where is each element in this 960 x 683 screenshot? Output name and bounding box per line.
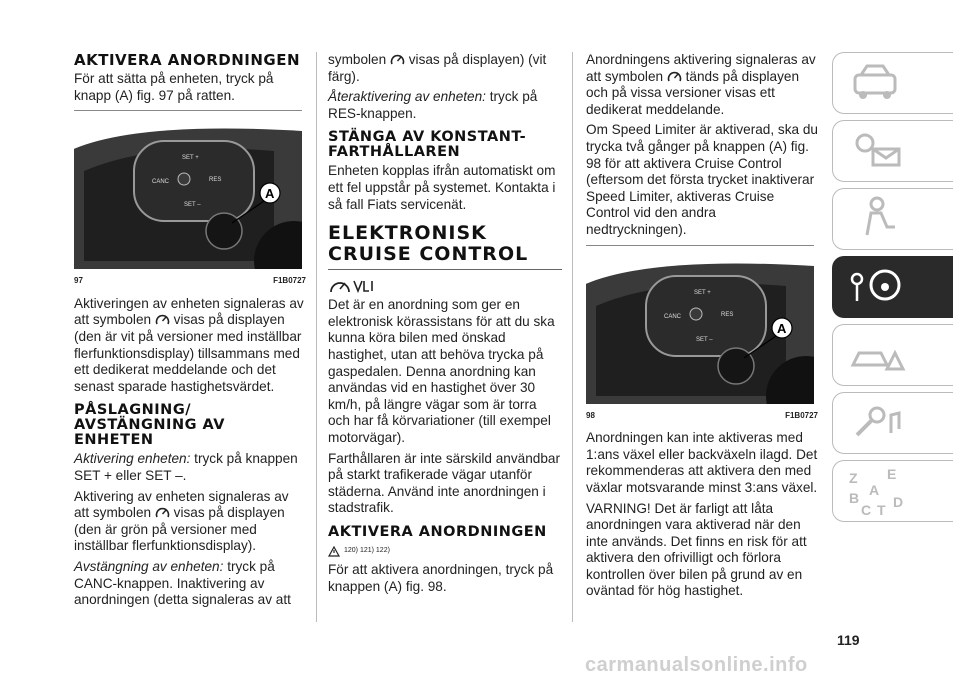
column-1 xyxy=(74,52,306,613)
set-minus-label: SET – xyxy=(696,336,713,343)
canc-label: CANC xyxy=(664,313,682,320)
watermark: carmanualsonline.info xyxy=(585,654,808,676)
seat-person-icon xyxy=(847,195,907,241)
svg-text:T: T xyxy=(877,502,886,517)
svg-text:D: D xyxy=(893,494,904,510)
label-a: A xyxy=(777,320,787,336)
index-letters-icon xyxy=(847,467,917,517)
paragraph: Återaktivering av enheten: tryck på RES-knappen. xyxy=(328,89,538,121)
chapter-sidebar xyxy=(832,52,960,528)
paragraph: För att sätta på enheten, tryck på knapp (A) fig. 97 på ratten. xyxy=(74,71,274,103)
warning-paragraph: VARNING! Det är farligt att låta anordningen vara aktiverad när den inte används. Det finns en risk för att aktivera den ofrivilligt och förlora kontrollen över bilen på grund av en oväntad för hög hastighet. xyxy=(586,500,807,599)
tab-emergency[interactable] xyxy=(832,324,953,386)
paragraph: Aktivering av enheten signaleras av att symbolen visas på displayen (den är grön på versioner med inställbar flerfunktionsdisplay). xyxy=(74,488,289,554)
res-label: RES xyxy=(209,177,222,184)
figure-caption xyxy=(74,273,306,290)
figure-code: F1B0727 xyxy=(273,276,306,286)
column-2 xyxy=(328,52,562,600)
cruise-control-icon xyxy=(155,313,170,326)
canc-label: CANC xyxy=(152,179,170,186)
tab-driving[interactable] xyxy=(832,256,953,318)
heading-stanga-av: STÄNGA AV KONSTANT-FARTHÅLLAREN xyxy=(328,129,527,161)
svg-text:A: A xyxy=(869,482,880,498)
paragraph: Anordningens aktivering signaleras av att symbolen tänds på displayen och på vissa versioner visas ett dedikerat meddelande. xyxy=(586,52,816,117)
paragraph: Aktiveringen av enheten signaleras av att symbolen visas på displayen (den är vit på versioner med inställbar flerfunktionsdisplay) tillsammans med ett dedikerat meddelande och det senast sparade hastighetsvärdet. xyxy=(74,295,304,394)
tab-safety[interactable] xyxy=(832,188,953,250)
warning-car-icon xyxy=(847,331,907,377)
steering-wheel-illustration xyxy=(586,246,814,404)
paragraph: Det är en anordning som ger en elektronisk körassistans för att du ska kunna köra bilen med önskad hastighet, utan att behöva trycka på gaspedalen. Denna anordning kan användas vid en hastighet över 30 km/h, på längre vägar som är torra och har få körvariationer (till exempel motorvägar). xyxy=(328,297,555,445)
wrench-music-icon xyxy=(847,399,907,445)
cruise-control-icon xyxy=(155,506,170,519)
heading-aktivera: AKTIVERA ANORDNINGEN xyxy=(74,51,300,69)
svg-text:B: B xyxy=(849,490,860,506)
set-plus-label: SET + xyxy=(694,289,711,296)
set-minus-label: SET – xyxy=(184,202,201,209)
figure-code: F1B0727 xyxy=(785,410,818,420)
column-divider xyxy=(316,52,317,622)
tab-lights[interactable] xyxy=(832,120,953,182)
paragraph: För att aktivera anordningen, tryck på knappen (A) fig. 98. xyxy=(328,562,554,595)
res-label: RES xyxy=(721,311,734,318)
figure-98 xyxy=(586,245,814,404)
car-dashboard-icon xyxy=(847,59,907,105)
tab-dashboard[interactable] xyxy=(832,52,953,114)
tab-index[interactable] xyxy=(832,460,953,522)
label-a: A xyxy=(265,186,275,202)
svg-text:C: C xyxy=(861,502,872,517)
note-references: 120) 121) 122) xyxy=(344,546,390,554)
paragraph: Enheten kopplas ifrån automatiskt om ett fel uppstår på systemet. Kontakta i så fall Fiats servicenät. xyxy=(328,163,556,212)
figure-97 xyxy=(74,110,302,269)
svg-text:Z: Z xyxy=(849,470,858,486)
column-3 xyxy=(586,52,818,604)
heading-rule xyxy=(328,269,562,270)
lights-mail-icon xyxy=(847,127,907,173)
svg-text:E: E xyxy=(887,467,897,482)
set-plus-label: SET + xyxy=(182,155,199,162)
heading-paslagning: PÅSLAGNING/ AVSTÄNGNING AV ENHETEN xyxy=(74,402,226,449)
notes-row xyxy=(328,543,562,560)
key-steering-icon xyxy=(847,263,907,309)
cruise-control-icon xyxy=(390,53,405,66)
warning-triangle-icon xyxy=(328,546,340,557)
paragraph: symbolen visas på displayen) (vit färg). xyxy=(328,52,547,84)
cruise-control-icon xyxy=(667,70,682,83)
paragraph: Aktivering enheten: tryck på knappen SET + eller SET –. xyxy=(74,451,298,483)
paragraph: Anordningen kan inte aktiveras med 1:ans växel eller backväxeln ilagd. Det rekommenderas att aktivera den med växlar motsvarande minst 3:ans växel. xyxy=(586,430,818,495)
figure-caption xyxy=(586,408,818,425)
paragraph: Avstängning av enheten: tryck på CANC-knappen. Inaktivering av anordningen (detta signaleras av att xyxy=(74,558,291,608)
heading-aktivera-2: AKTIVERA ANORDNINGEN xyxy=(328,523,547,540)
heading-elektronisk-cruise-control: ELEKTRONISK CRUISE CONTROL xyxy=(328,222,529,266)
paragraph: Om Speed Limiter är aktiverad, ska du trycka två gånger på knappen (A) fig. 98 för att aktivera Cruise Control (eftersom det första trycket inaktiverar Speed Limiter, aktiveras Cruise Control vid den andra nedtryckningen). xyxy=(586,122,818,237)
page-number: 119 xyxy=(837,632,860,648)
tab-service[interactable] xyxy=(832,392,953,454)
steering-wheel-illustration xyxy=(74,111,302,269)
figure-number: 97 xyxy=(74,276,83,286)
paragraph: Farthållaren är inte särskild användbar på starkt trafikerade vägar utanför städerna. Använd inte anordningen i stadstrafik. xyxy=(328,450,560,516)
figure-number: 98 xyxy=(586,410,595,420)
column-divider xyxy=(572,52,573,622)
cruise-control-speedometer-icon xyxy=(328,278,376,294)
